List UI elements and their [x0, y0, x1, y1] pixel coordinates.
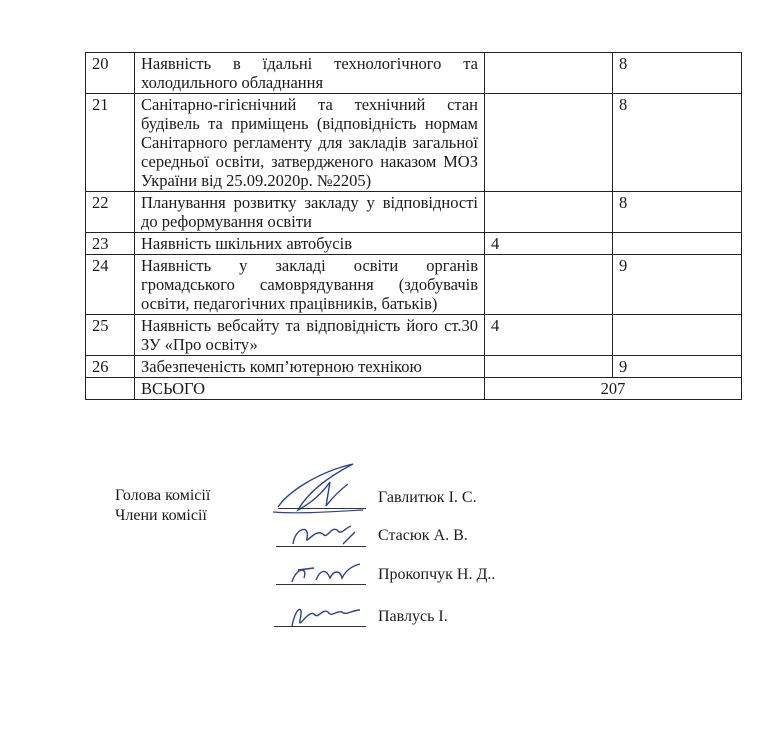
table-row — [86, 192, 742, 233]
signature-line-3 — [276, 584, 366, 585]
total-row — [86, 378, 742, 400]
row-score-1 — [485, 192, 613, 233]
member-name-4: Павлусь І. — [378, 608, 448, 625]
row-number: 26 — [86, 356, 135, 378]
total-value: 207 — [485, 378, 742, 400]
signature-4 — [284, 600, 368, 634]
row-score-2: 8 — [613, 53, 742, 94]
row-score-2 — [613, 315, 742, 356]
signature-1 — [268, 462, 368, 522]
row-score-2 — [613, 233, 742, 255]
signature-line-2 — [276, 546, 366, 547]
row-score-1 — [485, 255, 613, 315]
row-number: 23 — [86, 233, 135, 255]
table-row — [86, 255, 742, 315]
signature-line-4 — [274, 626, 366, 627]
row-score-1: 4 — [485, 315, 613, 356]
row-score-2: 8 — [613, 192, 742, 233]
row-score-1: 4 — [485, 233, 613, 255]
table-row — [86, 94, 742, 192]
head-label: Голова комісії — [115, 487, 211, 504]
row-criterion: Наявність у закладі освіти органів громадського самоврядування (здобувачів освіти, педагогічних працівників, батьків) — [135, 255, 485, 315]
row-score-2: 9 — [613, 356, 742, 378]
row-criterion: Наявність в їдальні технологічного та холодильного обладнання — [135, 53, 485, 94]
table-row — [86, 315, 742, 356]
member-name-3: Прокопчук Н. Д.. — [378, 566, 496, 583]
members-label: Члени комісії — [115, 507, 207, 524]
signature-2 — [285, 518, 365, 554]
row-score-1 — [485, 94, 613, 192]
row-score-2: 8 — [613, 94, 742, 192]
member-name-1: Гавлитюк І. С. — [378, 489, 477, 506]
row-score-1 — [485, 356, 613, 378]
row-score-2: 9 — [613, 255, 742, 315]
row-number: 22 — [86, 192, 135, 233]
signature-line-1 — [278, 508, 366, 509]
table-row — [86, 356, 742, 378]
row-number: 21 — [86, 94, 135, 192]
row-criterion: Планування розвитку закладу у відповідності до реформування освіти — [135, 192, 485, 233]
signature-3 — [286, 560, 366, 590]
row-number: 24 — [86, 255, 135, 315]
row-number: 20 — [86, 53, 135, 94]
row-criterion: Наявність шкільних автобусів — [135, 233, 485, 255]
row-number: 25 — [86, 315, 135, 356]
total-label: ВСЬОГО — [135, 378, 485, 400]
table-row — [86, 233, 742, 255]
member-name-2: Стасюк А. В. — [378, 527, 468, 544]
criteria-table — [85, 52, 742, 400]
row-criterion: Наявність вебсайту та відповідність його ст.30 ЗУ «Про освіту» — [135, 315, 485, 356]
row-score-1 — [485, 53, 613, 94]
row-criterion: Забезпеченість комп’ютерною технікою — [135, 356, 485, 378]
row-criterion: Санітарно-гігієнічний та технічний стан будівель та приміщень (відповідність нормам Санітарного регламенту для закладів загальної середньої освіти, затвердженого наказом МОЗ України від 25.09.2020р. №2205) — [135, 94, 485, 192]
table-row — [86, 53, 742, 94]
